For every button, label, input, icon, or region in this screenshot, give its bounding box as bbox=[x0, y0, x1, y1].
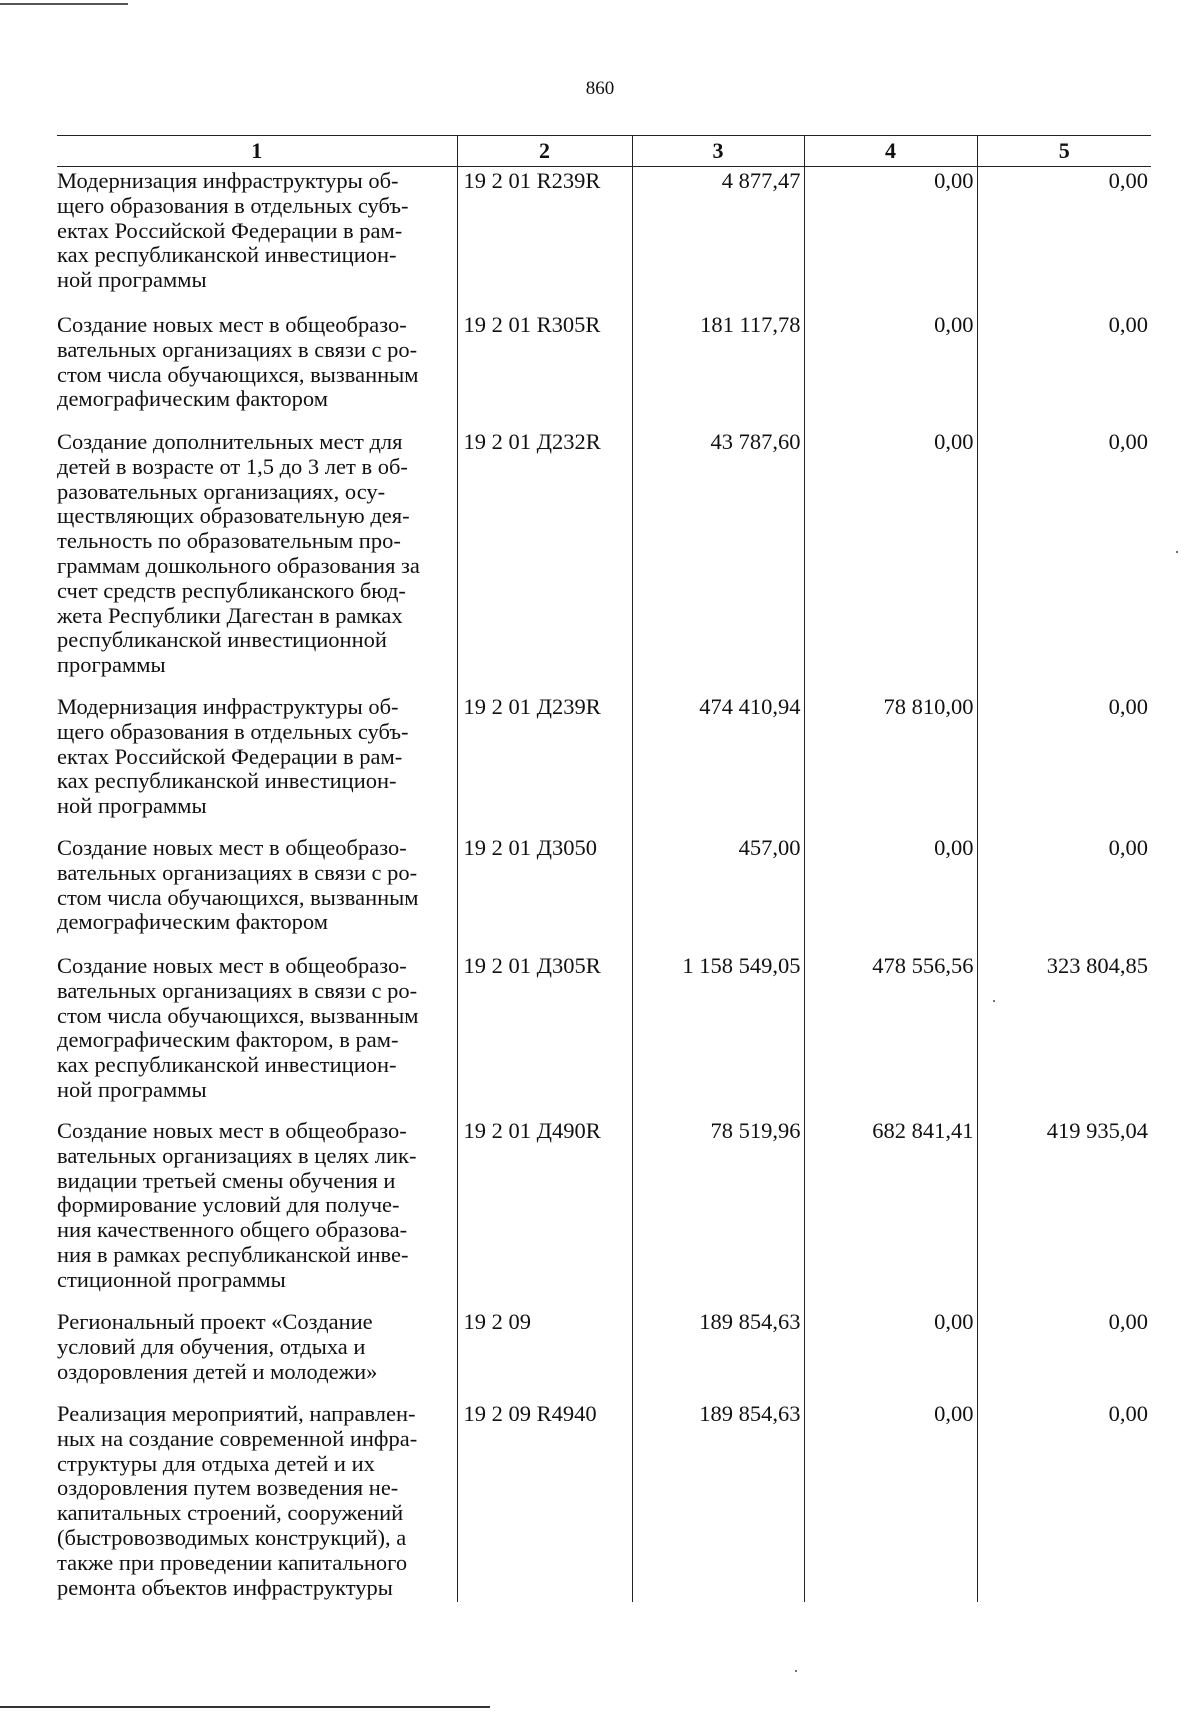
scan-speck bbox=[993, 1000, 995, 1002]
table-row bbox=[57, 834, 1151, 952]
row-code-cell bbox=[457, 1400, 632, 1602]
row-name-cell bbox=[57, 311, 457, 428]
row-code-cell-text: 19 2 01 Д490R bbox=[463, 1118, 601, 1143]
row-value-col-5 bbox=[977, 1400, 1151, 1602]
table-row bbox=[57, 1117, 1151, 1308]
header-col-2: 2 bbox=[457, 136, 632, 167]
row-name-cell bbox=[57, 693, 457, 834]
row-value-col-5 bbox=[977, 834, 1151, 952]
row-value-col-5-text: 0,00 bbox=[1108, 694, 1148, 719]
row-value-col-4 bbox=[804, 693, 977, 834]
row-value-col-4 bbox=[804, 1117, 977, 1308]
table-header bbox=[57, 136, 1151, 167]
budget-table bbox=[57, 135, 1151, 1602]
row-value-col-3 bbox=[632, 167, 804, 312]
row-value-col-3-text: 189 854,63 bbox=[699, 1309, 801, 1334]
row-value-col-3 bbox=[632, 952, 804, 1117]
row-name-cell-text: Реализация мероприятий, направлен- ных на создание современной инфра- структуры для отдыха детей и их оздоровления путем возведения не- капитальных строений, сооружений (быстровозводимых конструкций), а также при проведении капитального ремонта объектов инфраструктуры bbox=[57, 1401, 418, 1600]
row-value-col-4 bbox=[804, 1400, 977, 1602]
row-value-col-3 bbox=[632, 1400, 804, 1602]
row-code-cell bbox=[457, 952, 632, 1117]
table-row bbox=[57, 428, 1151, 693]
row-name-cell bbox=[57, 1117, 457, 1308]
row-code-cell-text: 19 2 01 Д305R bbox=[463, 953, 601, 978]
row-code-cell-text: 19 2 09 R4940 bbox=[463, 1401, 597, 1426]
row-value-col-3-text: 457,00 bbox=[738, 835, 801, 860]
row-name-cell bbox=[57, 952, 457, 1117]
row-value-col-5 bbox=[977, 428, 1151, 693]
row-value-col-3 bbox=[632, 834, 804, 952]
row-value-col-5-text: 0,00 bbox=[1108, 1401, 1148, 1426]
row-value-col-3 bbox=[632, 1308, 804, 1400]
row-value-col-3 bbox=[632, 1117, 804, 1308]
row-name-cell-text: Создание дополнительных мест для детей в возрасте от 1,5 до 3 лет в об- разовательных организациях, осу- ществляющих образовательную дея- тельность по образовательным про- граммам дошкольного образования за счет средств республиканского бюд- жета Республики Дагестан в рамках республиканской инвестиционной программы bbox=[57, 429, 420, 678]
table-row bbox=[57, 1308, 1151, 1400]
header-col-3: 3 bbox=[632, 136, 804, 167]
row-name-cell bbox=[57, 1400, 457, 1602]
row-code-cell bbox=[457, 1117, 632, 1308]
table-row bbox=[57, 167, 1151, 312]
row-value-col-5-text: 0,00 bbox=[1108, 835, 1148, 860]
row-code-cell bbox=[457, 1308, 632, 1400]
row-value-col-3-text: 43 787,60 bbox=[710, 429, 801, 454]
row-value-col-4 bbox=[804, 167, 977, 312]
row-value-col-3 bbox=[632, 428, 804, 693]
row-name-cell bbox=[57, 834, 457, 952]
row-name-cell-text: Создание новых мест в общеобразо- вательных организациях в целях лик- видации третьей смены обучения и формирование условий для получе- ния качественного общего образова- ния в рамках республиканской инве- стиционной программы bbox=[57, 1118, 417, 1292]
row-code-cell-text: 19 2 01 Д232R bbox=[463, 429, 601, 454]
row-name-cell-text: Создание новых мест в общеобразо- вательных организациях в связи с ро- стом числа обучающихся, вызванным демографическим фактором bbox=[57, 835, 419, 935]
row-name-cell bbox=[57, 1308, 457, 1400]
page-number: 860 bbox=[585, 78, 615, 99]
row-value-col-5-text: 0,00 bbox=[1108, 1309, 1148, 1334]
top-edge-rule bbox=[0, 3, 128, 5]
row-value-col-5 bbox=[977, 311, 1151, 428]
row-value-col-4 bbox=[804, 1308, 977, 1400]
header-col-1: 1 bbox=[57, 136, 457, 167]
table-row bbox=[57, 1400, 1151, 1602]
scan-speck bbox=[795, 1670, 797, 1672]
row-value-col-3-text: 4 877,47 bbox=[721, 168, 801, 193]
row-code-cell-text: 19 2 01 Д239R bbox=[463, 694, 601, 719]
row-value-col-3-text: 189 854,63 bbox=[699, 1401, 801, 1426]
row-value-col-5 bbox=[977, 167, 1151, 312]
row-value-col-4-text: 0,00 bbox=[934, 429, 974, 454]
row-name-cell-text: Создание новых мест в общеобразо- вательных организациях в связи с ро- стом числа обучающихся, вызванным демографическим фактором bbox=[57, 312, 419, 412]
row-value-col-4 bbox=[804, 428, 977, 693]
row-value-col-4-text: 0,00 bbox=[934, 312, 974, 337]
row-value-col-3-text: 78 519,96 bbox=[710, 1118, 801, 1143]
scan-speck bbox=[1176, 551, 1178, 553]
row-value-col-4-text: 0,00 bbox=[934, 835, 974, 860]
row-name-cell bbox=[57, 428, 457, 693]
row-code-cell-text: 19 2 01 R239R bbox=[463, 168, 601, 193]
row-value-col-4-text: 478 556,56 bbox=[872, 953, 974, 978]
row-code-cell bbox=[457, 693, 632, 834]
row-code-cell bbox=[457, 167, 632, 312]
row-value-col-4-text: 78 810,00 bbox=[883, 694, 974, 719]
row-value-col-3 bbox=[632, 311, 804, 428]
table-row bbox=[57, 952, 1151, 1117]
header-row bbox=[57, 136, 1151, 167]
row-value-col-4 bbox=[804, 311, 977, 428]
row-name-cell-text: Создание новых мест в общеобразо- вательных организациях в связи с ро- стом числа обучающихся, вызванным демографическим фактором, в рам- ках республиканской инвестицион- ной программы bbox=[57, 953, 419, 1102]
row-code-cell bbox=[457, 834, 632, 952]
row-value-col-3-text: 1 158 549,05 bbox=[682, 953, 801, 978]
row-value-col-4-text: 0,00 bbox=[934, 168, 974, 193]
row-value-col-3-text: 474 410,94 bbox=[699, 694, 801, 719]
row-value-col-5-text: 323 804,85 bbox=[1046, 953, 1148, 978]
row-code-cell-text: 19 2 01 Д3050 bbox=[463, 835, 597, 860]
row-value-col-4-text: 0,00 bbox=[934, 1401, 974, 1426]
header-col-4: 4 bbox=[804, 136, 977, 167]
row-value-col-5 bbox=[977, 952, 1151, 1117]
row-value-col-4 bbox=[804, 952, 977, 1117]
header-col-5: 5 bbox=[977, 136, 1151, 167]
row-value-col-4-text: 0,00 bbox=[934, 1309, 974, 1334]
row-name-cell-text: Модернизация инфраструктуры об- щего образования в отдельных субъ- ектах Российской Федерации в рам- ках республиканской инвестицион- ной программы bbox=[57, 694, 409, 819]
row-value-col-5-text: 419 935,04 bbox=[1046, 1118, 1148, 1143]
row-name-cell bbox=[57, 167, 457, 312]
bottom-edge-rule bbox=[0, 1706, 490, 1708]
row-value-col-4 bbox=[804, 834, 977, 952]
row-value-col-5 bbox=[977, 693, 1151, 834]
row-name-cell-text: Региональный проект «Создание условий для обучения, отдыха и оздоровления детей и молодежи» bbox=[57, 1309, 378, 1384]
row-code-cell bbox=[457, 428, 632, 693]
row-value-col-5-text: 0,00 bbox=[1108, 429, 1148, 454]
row-value-col-4-text: 682 841,41 bbox=[872, 1118, 974, 1143]
row-value-col-5-text: 0,00 bbox=[1108, 312, 1148, 337]
row-value-col-5-text: 0,00 bbox=[1108, 168, 1148, 193]
row-code-cell bbox=[457, 311, 632, 428]
table-row bbox=[57, 311, 1151, 428]
row-name-cell-text: Модернизация инфраструктуры об- щего образования в отдельных субъ- ектах Российской Федерации в рам- ках республиканской инвестицион- ной программы bbox=[57, 168, 409, 293]
row-value-col-5 bbox=[977, 1117, 1151, 1308]
row-code-cell-text: 19 2 01 R305R bbox=[463, 312, 601, 337]
row-value-col-3 bbox=[632, 693, 804, 834]
table-body bbox=[57, 167, 1151, 1603]
table-row bbox=[57, 693, 1151, 834]
row-value-col-5 bbox=[977, 1308, 1151, 1400]
row-code-cell-text: 19 2 09 bbox=[463, 1309, 531, 1334]
row-value-col-3-text: 181 117,78 bbox=[700, 312, 801, 337]
